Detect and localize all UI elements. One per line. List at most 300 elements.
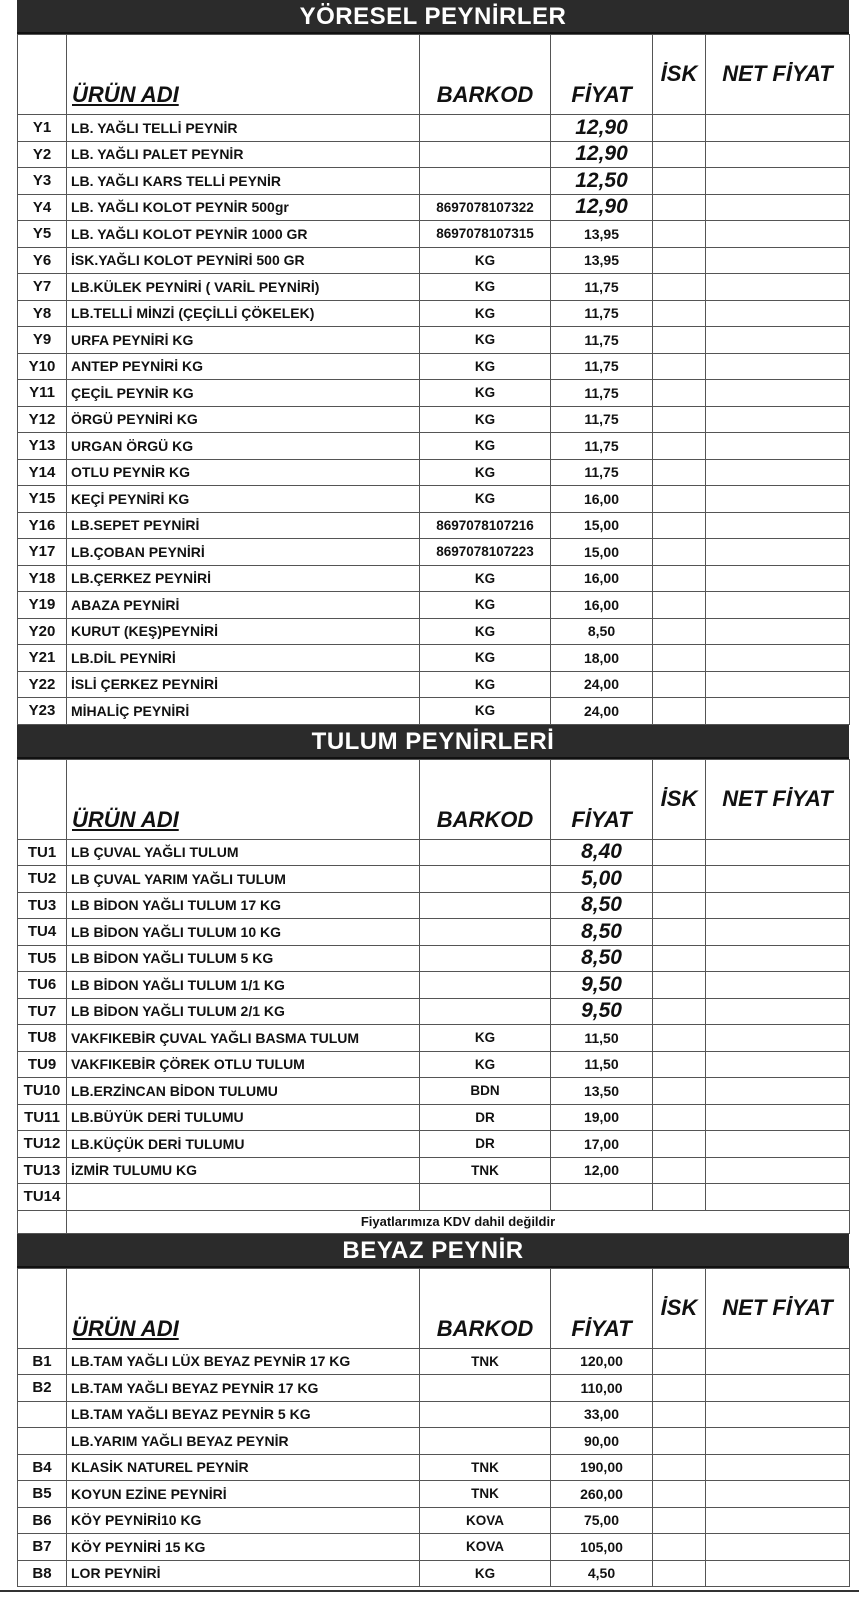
- row-barcode: [420, 945, 551, 972]
- row-code: [18, 1401, 67, 1428]
- row-discount: [653, 698, 706, 725]
- row-barcode: KG: [420, 274, 551, 301]
- row-discount: [653, 141, 706, 168]
- row-product-name: LB.TAM YAĞLI BEYAZ PEYNİR 5 KG: [67, 1401, 420, 1428]
- row-product-name: LOR PEYNİRİ: [67, 1560, 420, 1587]
- row-net-price: [706, 998, 850, 1025]
- row-price: 11,75: [551, 274, 653, 301]
- row-discount: [653, 671, 706, 698]
- table-row: [18, 1348, 850, 1375]
- header-code: [18, 1268, 67, 1348]
- row-discount: [653, 247, 706, 274]
- row-price: 9,50: [551, 972, 653, 999]
- row-code: Y10: [18, 353, 67, 380]
- row-price: 13,95: [551, 247, 653, 274]
- row-discount: [653, 645, 706, 672]
- row-product-name: KLASİK NATUREL PEYNİR: [67, 1454, 420, 1481]
- row-net-price: [706, 406, 850, 433]
- header-product-name: ÜRÜN ADI: [67, 759, 420, 839]
- row-price: 11,75: [551, 406, 653, 433]
- row-discount: [653, 1375, 706, 1402]
- row-product-name: LB.KÜLEK PEYNİRİ ( VARİL PEYNİRİ): [67, 274, 420, 301]
- row-barcode: KG: [420, 592, 551, 619]
- table-row: [18, 919, 850, 946]
- row-net-price: [706, 618, 850, 645]
- row-net-price: [706, 1051, 850, 1078]
- header-discount: İSK: [653, 1268, 706, 1348]
- row-barcode: DR: [420, 1131, 551, 1158]
- row-code: Y6: [18, 247, 67, 274]
- row-product-name: MİHALİÇ PEYNİRİ: [67, 698, 420, 725]
- row-barcode: KG: [420, 406, 551, 433]
- row-barcode: [420, 1401, 551, 1428]
- vat-note: Fiyatlarımıza KDV dahil değildir: [67, 1210, 850, 1233]
- table-row: [18, 194, 850, 221]
- row-product-name: KÖY PEYNİRİ10 KG: [67, 1507, 420, 1534]
- row-product-name: LB. YAĞLI KARS TELLİ PEYNİR: [67, 168, 420, 195]
- row-code: Y17: [18, 539, 67, 566]
- row-net-price: [706, 1428, 850, 1455]
- header-product-name: ÜRÜN ADI: [67, 1268, 420, 1348]
- row-net-price: [706, 1375, 850, 1402]
- table-row: [18, 1104, 850, 1131]
- table-row: [18, 274, 850, 301]
- row-net-price: [706, 1534, 850, 1561]
- row-discount: [653, 115, 706, 142]
- row-net-price: [706, 539, 850, 566]
- row-product-name: LB ÇUVAL YARIM YAĞLI TULUM: [67, 866, 420, 893]
- row-barcode: KG: [420, 380, 551, 407]
- row-price: 24,00: [551, 671, 653, 698]
- row-code: Y4: [18, 194, 67, 221]
- table-row: [18, 1481, 850, 1508]
- row-net-price: [706, 671, 850, 698]
- header-price: FİYAT: [551, 759, 653, 839]
- row-price: 19,00: [551, 1104, 653, 1131]
- table-row: [18, 327, 850, 354]
- row-discount: [653, 1131, 706, 1158]
- row-code: Y22: [18, 671, 67, 698]
- row-product-name: [67, 1184, 420, 1211]
- row-net-price: [706, 1454, 850, 1481]
- row-barcode: KG: [420, 698, 551, 725]
- row-code: B7: [18, 1534, 67, 1561]
- row-net-price: [706, 892, 850, 919]
- table-row: [18, 1131, 850, 1158]
- row-price: 12,90: [551, 141, 653, 168]
- row-price: 16,00: [551, 565, 653, 592]
- row-net-price: [706, 839, 850, 866]
- row-price: 11,50: [551, 1025, 653, 1052]
- row-product-name: URFA PEYNİRİ KG: [67, 327, 420, 354]
- table-row: [18, 972, 850, 999]
- row-code: TU3: [18, 892, 67, 919]
- row-code: TU1: [18, 839, 67, 866]
- row-barcode: 8697078107216: [420, 512, 551, 539]
- row-discount: [653, 1481, 706, 1508]
- row-product-name: LB. YAĞLI PALET PEYNİR: [67, 141, 420, 168]
- row-product-name: LB ÇUVAL YAĞLI TULUM: [67, 839, 420, 866]
- row-barcode: [420, 1375, 551, 1402]
- row-discount: [653, 459, 706, 486]
- row-discount: [653, 380, 706, 407]
- row-product-name: VAKFIKEBİR ÇÖREK OTLU TULUM: [67, 1051, 420, 1078]
- row-price: 16,00: [551, 592, 653, 619]
- row-discount: [653, 1078, 706, 1105]
- row-code: Y9: [18, 327, 67, 354]
- row-discount: [653, 1454, 706, 1481]
- row-product-name: LB.ÇOBAN PEYNİRİ: [67, 539, 420, 566]
- row-net-price: [706, 141, 850, 168]
- section-title: TULUM PEYNİRLERİ: [17, 725, 849, 759]
- row-net-price: [706, 1184, 850, 1211]
- table-row: [18, 512, 850, 539]
- row-barcode: KG: [420, 247, 551, 274]
- row-discount: [653, 274, 706, 301]
- row-discount: [653, 433, 706, 460]
- row-net-price: [706, 645, 850, 672]
- row-code: TU7: [18, 998, 67, 1025]
- row-discount: [653, 1507, 706, 1534]
- table-row: [18, 380, 850, 407]
- row-price: 12,50: [551, 168, 653, 195]
- row-barcode: KOVA: [420, 1534, 551, 1561]
- row-barcode: KG: [420, 433, 551, 460]
- row-barcode: DR: [420, 1104, 551, 1131]
- row-code: Y15: [18, 486, 67, 513]
- row-price: 17,00: [551, 1131, 653, 1158]
- row-net-price: [706, 380, 850, 407]
- row-barcode: [420, 1428, 551, 1455]
- row-barcode: [420, 168, 551, 195]
- table-row: [18, 839, 850, 866]
- row-barcode: [420, 866, 551, 893]
- row-code: B5: [18, 1481, 67, 1508]
- table-row: [18, 1078, 850, 1105]
- row-price: 260,00: [551, 1481, 653, 1508]
- row-net-price: [706, 300, 850, 327]
- header-code: [18, 35, 67, 115]
- row-product-name: KEÇİ PEYNİRİ KG: [67, 486, 420, 513]
- row-net-price: [706, 1560, 850, 1587]
- row-product-name: OTLU PEYNİR KG: [67, 459, 420, 486]
- row-code: Y12: [18, 406, 67, 433]
- table-row: [18, 459, 850, 486]
- row-net-price: [706, 194, 850, 221]
- row-net-price: [706, 1507, 850, 1534]
- row-discount: [653, 866, 706, 893]
- table-row: [18, 539, 850, 566]
- row-discount: [653, 565, 706, 592]
- row-code: Y8: [18, 300, 67, 327]
- table-row: [18, 1534, 850, 1561]
- row-product-name: LB.KÜÇÜK DERİ TULUMU: [67, 1131, 420, 1158]
- header-price: FİYAT: [551, 1268, 653, 1348]
- row-price: 16,00: [551, 486, 653, 513]
- row-net-price: [706, 327, 850, 354]
- table-row: [18, 698, 850, 725]
- row-code: Y23: [18, 698, 67, 725]
- row-discount: [653, 919, 706, 946]
- row-discount: [653, 406, 706, 433]
- row-code: Y16: [18, 512, 67, 539]
- table-row: [18, 247, 850, 274]
- row-code: B6: [18, 1507, 67, 1534]
- row-net-price: [706, 221, 850, 248]
- row-net-price: [706, 565, 850, 592]
- row-discount: [653, 945, 706, 972]
- row-price: 9,50: [551, 998, 653, 1025]
- row-price: 12,90: [551, 194, 653, 221]
- price-table: [17, 1268, 850, 1588]
- row-price: 8,40: [551, 839, 653, 866]
- header-code: [18, 759, 67, 839]
- table-row: [18, 433, 850, 460]
- row-discount: [653, 1157, 706, 1184]
- row-code: Y18: [18, 565, 67, 592]
- table-row: [18, 1157, 850, 1184]
- header-net-price: NET FİYAT: [706, 759, 850, 839]
- row-discount: [653, 486, 706, 513]
- row-price: 13,50: [551, 1078, 653, 1105]
- row-price: 190,00: [551, 1454, 653, 1481]
- row-code: TU11: [18, 1104, 67, 1131]
- row-discount: [653, 1104, 706, 1131]
- table-row: [18, 1401, 850, 1428]
- row-barcode: KG: [420, 618, 551, 645]
- row-price: 8,50: [551, 919, 653, 946]
- row-barcode: KOVA: [420, 1507, 551, 1534]
- row-code: Y7: [18, 274, 67, 301]
- row-price: 75,00: [551, 1507, 653, 1534]
- row-barcode: KG: [420, 300, 551, 327]
- row-code: TU12: [18, 1131, 67, 1158]
- row-product-name: ABAZA PEYNİRİ: [67, 592, 420, 619]
- row-price: 120,00: [551, 1348, 653, 1375]
- row-price: 18,00: [551, 645, 653, 672]
- row-net-price: [706, 247, 850, 274]
- row-discount: [653, 998, 706, 1025]
- header-product-name: ÜRÜN ADI: [67, 35, 420, 115]
- row-barcode: [420, 998, 551, 1025]
- row-product-name: KÖY PEYNİRİ 15 KG: [67, 1534, 420, 1561]
- row-net-price: [706, 353, 850, 380]
- row-code: Y20: [18, 618, 67, 645]
- row-discount: [653, 194, 706, 221]
- row-code: Y3: [18, 168, 67, 195]
- row-product-name: ANTEP PEYNİRİ KG: [67, 353, 420, 380]
- row-discount: [653, 1051, 706, 1078]
- row-barcode: KG: [420, 645, 551, 672]
- row-net-price: [706, 1104, 850, 1131]
- table-row: [18, 892, 850, 919]
- table-row: [18, 645, 850, 672]
- table-row: [18, 1560, 850, 1587]
- row-net-price: [706, 698, 850, 725]
- row-barcode: KG: [420, 1560, 551, 1587]
- row-price: 24,00: [551, 698, 653, 725]
- row-discount: [653, 327, 706, 354]
- row-barcode: TNK: [420, 1348, 551, 1375]
- row-discount: [653, 592, 706, 619]
- row-net-price: [706, 486, 850, 513]
- table-row: [18, 221, 850, 248]
- table-row: [18, 1025, 850, 1052]
- row-barcode: 8697078107322: [420, 194, 551, 221]
- section-title: YÖRESEL PEYNİRLER: [17, 0, 849, 34]
- row-net-price: [706, 168, 850, 195]
- row-code: Y11: [18, 380, 67, 407]
- row-code: TU10: [18, 1078, 67, 1105]
- row-barcode: KG: [420, 353, 551, 380]
- header-net-price: NET FİYAT: [706, 1268, 850, 1348]
- row-price: 11,75: [551, 433, 653, 460]
- row-product-name: İZMİR TULUMU KG: [67, 1157, 420, 1184]
- header-barcode: BARKOD: [420, 35, 551, 115]
- row-net-price: [706, 1078, 850, 1105]
- price-list-page: [17, 0, 849, 1587]
- row-price: 5,00: [551, 866, 653, 893]
- row-barcode: KG: [420, 1051, 551, 1078]
- row-code: Y2: [18, 141, 67, 168]
- table-row: [18, 353, 850, 380]
- row-barcode: KG: [420, 671, 551, 698]
- row-product-name: İSLİ ÇERKEZ PEYNİRİ: [67, 671, 420, 698]
- row-code: TU2: [18, 866, 67, 893]
- table-row: [18, 998, 850, 1025]
- row-barcode: 8697078107315: [420, 221, 551, 248]
- row-barcode: [420, 839, 551, 866]
- row-price: 11,75: [551, 327, 653, 354]
- row-price: 33,00: [551, 1401, 653, 1428]
- row-code: B8: [18, 1560, 67, 1587]
- row-code: Y14: [18, 459, 67, 486]
- row-discount: [653, 1348, 706, 1375]
- row-product-name: LB.YARIM YAĞLI BEYAZ PEYNİR: [67, 1428, 420, 1455]
- page-bottom-rule: [0, 1590, 859, 1592]
- row-code: TU6: [18, 972, 67, 999]
- table-row: [18, 300, 850, 327]
- table-header-row: [18, 759, 850, 839]
- table-row: [18, 618, 850, 645]
- row-discount: [653, 892, 706, 919]
- row-price: 12,00: [551, 1157, 653, 1184]
- row-net-price: [706, 866, 850, 893]
- row-discount: [653, 1428, 706, 1455]
- row-code: TU9: [18, 1051, 67, 1078]
- table-row: [18, 565, 850, 592]
- row-code: Y19: [18, 592, 67, 619]
- section-title: BEYAZ PEYNİR: [17, 1234, 849, 1268]
- row-price: 4,50: [551, 1560, 653, 1587]
- table-row: [18, 866, 850, 893]
- table-row: [18, 115, 850, 142]
- row-net-price: [706, 433, 850, 460]
- row-net-price: [706, 1401, 850, 1428]
- row-code: B2: [18, 1375, 67, 1402]
- row-product-name: LB.DİL PEYNİRİ: [67, 645, 420, 672]
- table-row: [18, 486, 850, 513]
- row-product-name: LB.SEPET PEYNİRİ: [67, 512, 420, 539]
- row-product-name: LB BİDON YAĞLI TULUM 1/1 KG: [67, 972, 420, 999]
- row-net-price: [706, 592, 850, 619]
- row-barcode: KG: [420, 459, 551, 486]
- row-barcode: [420, 115, 551, 142]
- row-code: Y21: [18, 645, 67, 672]
- row-price: 12,90: [551, 115, 653, 142]
- row-net-price: [706, 1157, 850, 1184]
- row-product-name: LB.TAM YAĞLI LÜX BEYAZ PEYNİR 17 KG: [67, 1348, 420, 1375]
- row-code: TU4: [18, 919, 67, 946]
- row-price: 11,75: [551, 300, 653, 327]
- row-product-name: VAKFIKEBİR ÇUVAL YAĞLI BASMA TULUM: [67, 1025, 420, 1052]
- row-discount: [653, 618, 706, 645]
- header-discount: İSK: [653, 759, 706, 839]
- header-net-price: NET FİYAT: [706, 35, 850, 115]
- note-row: [18, 1210, 850, 1233]
- row-price: 11,75: [551, 353, 653, 380]
- row-net-price: [706, 115, 850, 142]
- row-discount: [653, 221, 706, 248]
- row-price: 15,00: [551, 512, 653, 539]
- row-discount: [653, 1025, 706, 1052]
- row-barcode: [420, 919, 551, 946]
- table-row: [18, 592, 850, 619]
- row-net-price: [706, 972, 850, 999]
- row-net-price: [706, 1131, 850, 1158]
- row-net-price: [706, 512, 850, 539]
- row-product-name: LB.TAM YAĞLI BEYAZ PEYNİR 17 KG: [67, 1375, 420, 1402]
- row-product-name: LB BİDON YAĞLI TULUM 5 KG: [67, 945, 420, 972]
- table-header-row: [18, 1268, 850, 1348]
- table-row: [18, 1507, 850, 1534]
- table-row: [18, 1375, 850, 1402]
- row-code: [18, 1428, 67, 1455]
- row-barcode: TNK: [420, 1481, 551, 1508]
- row-code: TU13: [18, 1157, 67, 1184]
- row-discount: [653, 539, 706, 566]
- row-net-price: [706, 459, 850, 486]
- row-discount: [653, 353, 706, 380]
- price-table: [17, 759, 850, 1234]
- row-code: B1: [18, 1348, 67, 1375]
- row-product-name: LB BİDON YAĞLI TULUM 2/1 KG: [67, 998, 420, 1025]
- table-row: [18, 168, 850, 195]
- table-row: [18, 141, 850, 168]
- row-code: Y5: [18, 221, 67, 248]
- row-barcode: KG: [420, 327, 551, 354]
- row-price: 110,00: [551, 1375, 653, 1402]
- row-price: 8,50: [551, 618, 653, 645]
- row-price: 8,50: [551, 892, 653, 919]
- row-price: 11,75: [551, 459, 653, 486]
- row-product-name: KURUT (KEŞ)PEYNİRİ: [67, 618, 420, 645]
- header-barcode: BARKOD: [420, 759, 551, 839]
- row-barcode: TNK: [420, 1157, 551, 1184]
- row-product-name: LB.TELLİ MİNZİ (ÇEÇİLLİ ÇÖKELEK): [67, 300, 420, 327]
- row-discount: [653, 839, 706, 866]
- row-price: 13,95: [551, 221, 653, 248]
- row-code: TU14: [18, 1184, 67, 1211]
- header-barcode: BARKOD: [420, 1268, 551, 1348]
- row-price: 8,50: [551, 945, 653, 972]
- table-row: [18, 1428, 850, 1455]
- table-row: [18, 1454, 850, 1481]
- row-net-price: [706, 945, 850, 972]
- row-product-name: LB. YAĞLI KOLOT PEYNİR 1000 GR: [67, 221, 420, 248]
- row-code: Y1: [18, 115, 67, 142]
- row-product-name: ÇEÇİL PEYNİR KG: [67, 380, 420, 407]
